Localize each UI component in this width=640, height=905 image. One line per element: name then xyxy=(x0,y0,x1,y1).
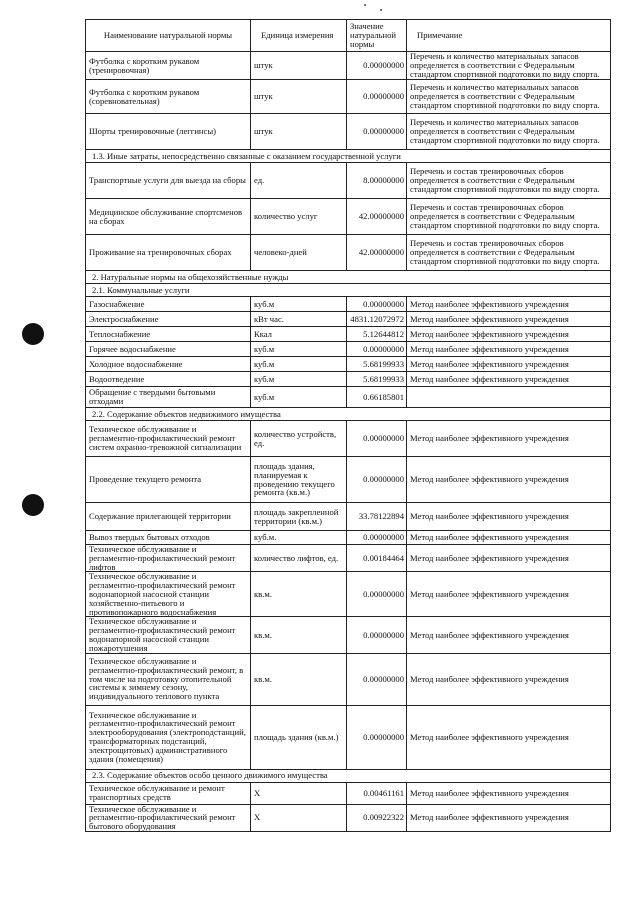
value-cell: 0.00461161 xyxy=(347,782,407,804)
punch-hole xyxy=(22,494,44,516)
unit-cell: кв.м. xyxy=(251,617,347,653)
unit-cell: куб.м xyxy=(251,372,347,387)
note-cell: Метод наиболее эффективного учреждения xyxy=(407,457,611,503)
col-name-header: Наименование натуральной нормы xyxy=(86,20,251,52)
value-cell: 0.00000000 xyxy=(347,617,407,653)
table-row xyxy=(86,372,611,387)
value-cell: 0.00000000 xyxy=(347,421,407,457)
norm-name: Газоснабжение xyxy=(86,297,251,312)
value-cell: 0.00000000 xyxy=(347,531,407,545)
table-row xyxy=(86,572,611,617)
unit-cell: кВт час. xyxy=(251,312,347,327)
norm-name: Техническое обслуживание и регламентно-профилактический ремонт бытового оборудования xyxy=(86,804,251,831)
unit-cell: куб.м. xyxy=(251,531,347,545)
table-row xyxy=(86,705,611,769)
norm-name: Горячее водоснабжение xyxy=(86,342,251,357)
section-title: 2.2. Содержание объектов недвижимого имущества xyxy=(86,408,611,421)
table-row xyxy=(86,421,611,457)
value-cell: 0.66185801 xyxy=(347,387,407,408)
unit-cell: человеко-дней xyxy=(251,235,347,271)
value-cell: 5.68199933 xyxy=(347,357,407,372)
note-cell: Метод наиболее эффективного учреждения xyxy=(407,804,611,831)
table-row xyxy=(86,342,611,357)
table-row xyxy=(86,387,611,408)
table-row xyxy=(86,357,611,372)
note-cell: Перечень и количество материальных запасов определяется в соответствии с Федеральным стандартом спортивной подготовки по виду спорта. xyxy=(407,114,611,150)
note-cell: Перечень и состав тренировочных сборов определяется в соответствии с Федеральным стандартом спортивной подготовки по виду спорта. xyxy=(407,199,611,235)
table-row xyxy=(86,503,611,531)
section-row xyxy=(86,150,611,163)
table-row xyxy=(86,199,611,235)
note-cell: Метод наиболее эффективного учреждения xyxy=(407,421,611,457)
unit-cell: штук xyxy=(251,52,347,80)
table-row xyxy=(86,617,611,653)
unit-cell: куб.м xyxy=(251,297,347,312)
note-cell: Метод наиболее эффективного учреждения xyxy=(407,357,611,372)
norm-name: Вывоз твердых бытовых отходов xyxy=(86,531,251,545)
table-row xyxy=(86,782,611,804)
unit-cell: куб.м xyxy=(251,357,347,372)
note-cell: Метод наиболее эффективного учреждения xyxy=(407,312,611,327)
table-row xyxy=(86,80,611,114)
note-cell: Метод наиболее эффективного учреждения xyxy=(407,342,611,357)
value-cell: 0.00000000 xyxy=(347,114,407,150)
unit-cell: ед. xyxy=(251,163,347,199)
value-cell: 5.68199933 xyxy=(347,372,407,387)
col-note-header: Примечание xyxy=(407,20,611,52)
unit-cell: количество лифтов, ед. xyxy=(251,545,347,572)
norm-name: Медицинское обслуживание спортсменов на сборах xyxy=(86,199,251,235)
table-row xyxy=(86,653,611,705)
note-cell: Метод наиболее эффективного учреждения xyxy=(407,653,611,705)
table-row xyxy=(86,327,611,342)
norm-name: Техническое обслуживание и регламентно-профилактический ремонт, в том числе на подготовку отопительной системы к зимнему сезону, индивидуального теплового пункта xyxy=(86,653,251,705)
value-cell: 0.00000000 xyxy=(347,297,407,312)
norm-name: Техническое обслуживание и регламентно-профилактический ремонт систем охранно-тревожной сигнализации xyxy=(86,421,251,457)
section-title: 2.1. Коммунальные услуги xyxy=(86,284,611,297)
unit-cell: штук xyxy=(251,80,347,114)
norm-name: Содержание прилегающей территории xyxy=(86,503,251,531)
section-row xyxy=(86,769,611,782)
table-row xyxy=(86,531,611,545)
norm-name: Транспортные услуги для выезда на сборы xyxy=(86,163,251,199)
note-cell: Перечень и состав тренировочных сборов определяется в соответствии с Федеральным стандартом спортивной подготовки по виду спорта. xyxy=(407,235,611,271)
scan-speck xyxy=(364,4,366,6)
value-cell: 4831.12072972 xyxy=(347,312,407,327)
norm-name: Техническое обслуживание и ремонт транспортных средств xyxy=(86,782,251,804)
note-cell: Метод наиболее эффективного учреждения xyxy=(407,545,611,572)
norm-name: Проживание на тренировочных сборах xyxy=(86,235,251,271)
table-row xyxy=(86,114,611,150)
value-cell: 0.00000000 xyxy=(347,572,407,617)
norm-name: Водоотведение xyxy=(86,372,251,387)
section-title: 2.3. Содержание объектов особо ценного движимого имущества xyxy=(86,769,611,782)
value-cell: 5.12644812 xyxy=(347,327,407,342)
norm-name: Футболка с коротким рукавом (тренировочная) xyxy=(86,52,251,80)
table-header xyxy=(86,20,611,52)
norm-name: Холодное водоснабжение xyxy=(86,357,251,372)
norm-name: Техническое обслуживание и регламентно-профилактический ремонт водонапорной насосной станции хозяйственно-питьевого и противопожарного водоснабжения xyxy=(86,572,251,617)
table-body xyxy=(86,52,611,832)
value-cell: 33.78122894 xyxy=(347,503,407,531)
unit-cell: кв.м. xyxy=(251,653,347,705)
col-value-header: Значение натуральной нормы xyxy=(347,20,407,52)
punch-hole xyxy=(22,323,44,345)
table-row xyxy=(86,163,611,199)
norm-name: Электроснабжение xyxy=(86,312,251,327)
norm-name: Обращение с твердыми бытовыми отходами xyxy=(86,387,251,408)
note-cell: Метод наиболее эффективного учреждения xyxy=(407,572,611,617)
table-row xyxy=(86,457,611,503)
value-cell: 0.00000000 xyxy=(347,705,407,769)
norm-name: Футболка с коротким рукавом (соревновательная) xyxy=(86,80,251,114)
note-cell: Метод наиболее эффективного учреждения xyxy=(407,705,611,769)
table-row xyxy=(86,312,611,327)
note-cell: Метод наиболее эффективного учреждения xyxy=(407,297,611,312)
unit-cell: кв.м. xyxy=(251,572,347,617)
note-cell: Метод наиболее эффективного учреждения xyxy=(407,531,611,545)
norm-name: Техническое обслуживание и регламентно-профилактический ремонт лифтов xyxy=(86,545,251,572)
note-cell: Метод наиболее эффективного учреждения xyxy=(407,617,611,653)
section-row xyxy=(86,408,611,421)
note-cell: Перечень и количество материальных запасов определяется в соответствии с Федеральным стандартом спортивной подготовки по виду спорта. xyxy=(407,52,611,80)
value-cell: 0.00000000 xyxy=(347,342,407,357)
unit-cell: площадь закрепленной территории (кв.м.) xyxy=(251,503,347,531)
value-cell: 0.00000000 xyxy=(347,457,407,503)
table-row xyxy=(86,804,611,831)
value-cell: 42.00000000 xyxy=(347,235,407,271)
table-row xyxy=(86,235,611,271)
norm-name: Техническое обслуживание и регламентно-профилактический ремонт электрооборудования (электроподстанций, трансформаторных подстанций, электрощитовых) административного здания (помещения) xyxy=(86,705,251,769)
note-cell: Перечень и состав тренировочных сборов определяется в соответствии с Федеральным стандартом спортивной подготовки по виду спорта. xyxy=(407,163,611,199)
value-cell: 0.00000000 xyxy=(347,80,407,114)
value-cell: 8.00000000 xyxy=(347,163,407,199)
unit-cell: X xyxy=(251,804,347,831)
section-title: 1.3. Иные затраты, непосредственно связанные с оказанием государственной услуги xyxy=(86,150,611,163)
value-cell: 42.00000000 xyxy=(347,199,407,235)
value-cell: 0.00000000 xyxy=(347,52,407,80)
norms-table xyxy=(85,19,611,832)
table-row xyxy=(86,297,611,312)
value-cell: 0.00000000 xyxy=(347,653,407,705)
note-cell xyxy=(407,387,611,408)
section-title: 2. Натуральные нормы на общехозяйственные нужды xyxy=(86,271,611,284)
unit-cell: площадь здания (кв.м.) xyxy=(251,705,347,769)
table-row xyxy=(86,545,611,572)
table-row xyxy=(86,52,611,80)
note-cell: Метод наиболее эффективного учреждения xyxy=(407,503,611,531)
unit-cell: куб.м xyxy=(251,342,347,357)
unit-cell: площадь здания, планируемая к проведению текущего ремонта (кв.м.) xyxy=(251,457,347,503)
unit-cell: куб.м xyxy=(251,387,347,408)
norm-name: Шорты тренировочные (леггинсы) xyxy=(86,114,251,150)
section-row xyxy=(86,284,611,297)
norm-name: Теплоснабжение xyxy=(86,327,251,342)
norm-name: Техническое обслуживание и регламентно-профилактический ремонт водонапорной насосной станции пожаротушения xyxy=(86,617,251,653)
unit-cell: штук xyxy=(251,114,347,150)
scan-speck xyxy=(380,9,382,11)
unit-cell: количество услуг xyxy=(251,199,347,235)
unit-cell: количество устройств, ед. xyxy=(251,421,347,457)
unit-cell: Ккал xyxy=(251,327,347,342)
note-cell: Метод наиболее эффективного учреждения xyxy=(407,327,611,342)
norm-name: Проведение текущего ремонта xyxy=(86,457,251,503)
section-row xyxy=(86,271,611,284)
note-cell: Перечень и количество материальных запасов определяется в соответствии с Федеральным стандартом спортивной подготовки по виду спорта. xyxy=(407,80,611,114)
value-cell: 0.00184464 xyxy=(347,545,407,572)
unit-cell: X xyxy=(251,782,347,804)
value-cell: 0.00922322 xyxy=(347,804,407,831)
note-cell: Метод наиболее эффективного учреждения xyxy=(407,372,611,387)
col-unit-header: Единица измерения xyxy=(251,20,347,52)
note-cell: Метод наиболее эффективного учреждения xyxy=(407,782,611,804)
